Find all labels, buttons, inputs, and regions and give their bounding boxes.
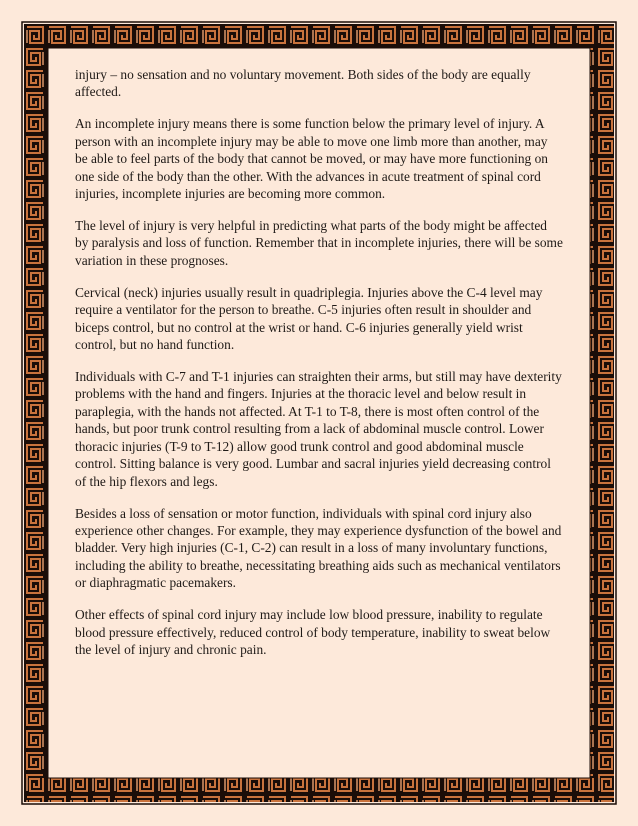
paragraph-3: The level of injury is very helpful in predicting what parts of the body might be affected by paralysis and loss of function. Remember that in incomplete injuries, there will be some variation in these prognoses.	[75, 218, 563, 268]
paragraph-2: An incomplete injury means there is some function below the primary level of injury. A person with an incomplete injury may be able to move one limb more than another, may be able to feel parts of the body that cannot be moved, or may have more functioning on one side of the body than the other. With the advances in acute treatment of spinal cord injuries, incomplete injuries are becoming more common.	[75, 116, 548, 202]
border-right	[590, 48, 614, 778]
paragraph-1: injury – no sensation and no voluntary movement. Both sides of the body are equally affected.	[75, 67, 531, 100]
paragraph-4: Cervical (neck) injuries usually result in quadriplegia. Injuries above the C-4 level may require a ventilator for the person to breathe. C-5 injuries often result in shoulder and biceps control, but no control at the wrist or hand. C-6 injuries generally yield wrist control, but no hand function.	[75, 284, 543, 353]
border-left	[24, 48, 48, 778]
border-bottom	[24, 778, 614, 802]
document-body	[75, 66, 563, 673]
paragraph-6: Besides a loss of sensation or motor function, individuals with spinal cord injury also experience other changes. For example, they may experience dysfunction of the bowel and bladder. Very high injuries (C-1, C-2) can result in a loss of many involuntary functions, including the ability to breathe, necessitating breathing aids such as mechanical ventilators or diaphragmatic pacemakers.	[75, 505, 562, 591]
border-top	[24, 24, 614, 48]
paragraph-5: Individuals with C-7 and T-1 injuries can straighten their arms, but still may have dexterity problems with the hand and fingers. Injuries at the thoracic level and below result in paraplegia, with the hands not affected. At T-1 to T-8, there is most often control of the hands, but poor trunk control resulting from a lack of abdominal muscle control. Lower thoracic injuries (T-9 to T-12) allow good trunk control and good abdominal muscle control. Sitting balance is very good. Lumbar and sacral injuries yield decreasing control of the hip flexors and legs.	[75, 369, 562, 489]
paragraph-7: Other effects of spinal cord injury may include low blood pressure, inability to regulate blood pressure effectively, reduced control of body temperature, inability to sweat below the level of injury and chronic pain.	[75, 607, 551, 657]
